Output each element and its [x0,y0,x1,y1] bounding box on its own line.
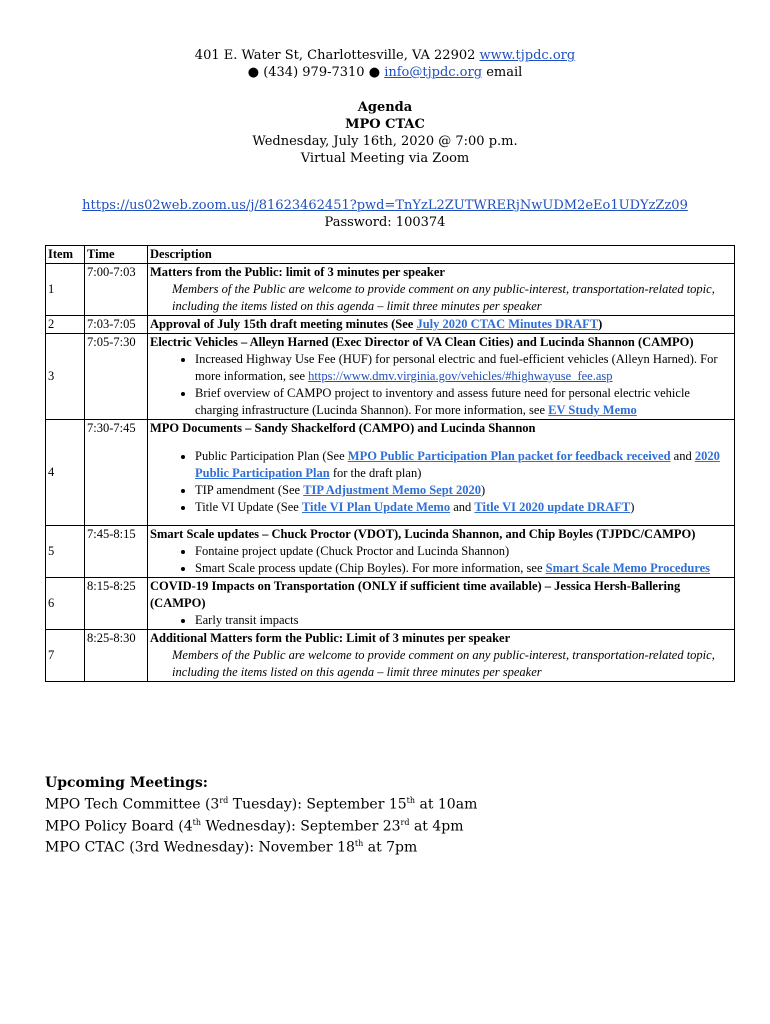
ordinal: th [354,839,364,849]
item-description [148,316,735,334]
meeting-text: at 4pm [409,818,464,835]
meeting-line-policy [45,814,477,836]
meeting-text: MPO Policy Board (4 [45,818,193,835]
agenda-title: Agenda [357,100,413,115]
table-row [46,630,735,682]
item-title: Smart Scale updates – Chuck Proctor (VDOT), Lucinda Shannon, and Chip Boyles (TJPDC/CAMPO) [150,527,696,541]
list-item [195,448,732,482]
address-line [0,47,770,64]
ppp-feedback-link[interactable]: MPO Public Participation Plan packet for feedback received [347,449,671,463]
item-number: 5 [46,526,85,578]
item-number: 4 [46,420,85,526]
item-time: 8:25-8:30 [85,630,148,682]
smart-scale-memo-link[interactable]: Smart Scale Memo Procedures [545,561,711,575]
meeting-text: at 7pm [363,839,418,856]
item-description [148,526,735,578]
tip-memo-link[interactable]: TIP Adjustment Memo Sept 2020 [303,483,481,497]
meeting-text: at 10am [415,796,478,813]
title-vi-draft-link[interactable]: Title VI 2020 update DRAFT [474,500,631,514]
email-link[interactable]: info@tjpdc.org [384,65,483,80]
bullet-text: TIP amendment (See [195,483,304,497]
ordinal: th [192,817,202,827]
item-time: 7:03-7:05 [85,316,148,334]
item-number: 3 [46,334,85,420]
item-title: Approval of July 15th draft meeting minutes (See [150,317,417,331]
item-number: 2 [46,316,85,334]
meeting-venue: Virtual Meeting via Zoom [300,151,470,166]
item-title: COVID-19 Impacts on Transportation (ONLY if sufficient time available) – Jessica Hersh-Ballering (CAMPO) [150,579,681,610]
bullet-text: Smart Scale process update (Chip Boyles). For more information, see [195,561,546,575]
item-title-end: ) [598,317,603,331]
ev-study-memo-link[interactable]: EV Study Memo [548,403,637,417]
letterhead [0,47,770,81]
item-time: 7:05-7:30 [85,334,148,420]
item-time: 7:45-8:15 [85,526,148,578]
phone: ● (434) 979-7310 ● [247,65,381,80]
bullet-text: ) [480,483,486,497]
org-name: MPO CTAC [345,117,425,132]
item-description [148,264,735,316]
header-item: Item [46,246,85,264]
zoom-link[interactable]: https://us02web.zoom.us/j/81623462451?pwd=TnYzL2ZUTWRERjNwUDM2eEo1UDYzZz09 [82,198,688,213]
list-item: • Fontaine project update (Chuck Proctor and Lucinda Shannon) [195,543,732,560]
item-description [148,420,735,526]
list-item [195,499,732,516]
header-time: Time [85,246,148,264]
ordinal: rd [219,796,229,805]
title-vi-memo-link[interactable]: Title VI Plan Update Memo [301,500,451,514]
item-number: 6 [46,578,85,630]
table-row [46,334,735,420]
table-row [46,578,735,630]
list-item [195,482,732,499]
meeting-text: Wednesday): September 23 [201,818,401,835]
item-title: Electric Vehicles – Alleyn Harned (Exec Director of VA Clean Cities) and Lucinda Shannon (CAMPO) [150,335,694,349]
table-row [46,526,735,578]
bullet-text: and [450,500,475,514]
table-row [46,420,735,526]
meeting-line-tech [45,792,477,814]
item-description [148,630,735,682]
upcoming-meetings [45,774,477,857]
bullet-text: Increased Highway Use Fee (HUF) for personal electric and fuel-efficient vehicles (Alleyn Harned). For more information, see [195,352,718,383]
list-item [195,560,732,577]
bullet-text: for the draft plan) [329,466,422,480]
item-text: Members of the Public are welcome to provide comment on any public-interest, transportation-related topic, including the items listed on this agenda – limit three minutes per speaker [172,282,715,313]
address: 401 E. Water St, Charlottesville, VA 22902 [194,48,476,63]
bullet-text: Title VI Update (See [195,500,302,514]
table-header-row [46,246,735,264]
table-row [46,264,735,316]
minutes-draft-link[interactable]: July 2020 CTAC Minutes DRAFT [416,317,599,331]
zoom-password: Password: 100374 [324,215,446,230]
item-time: 8:15-8:25 [85,578,148,630]
item-time: 7:30-7:45 [85,420,148,526]
list-item: • Early transit impacts [195,612,732,629]
item-number: 7 [46,630,85,682]
bullet-text: ) [630,500,635,514]
ppp-2020-link[interactable]: 2020 Public Participation Plan [195,449,720,480]
meeting-text: MPO CTAC (3rd Wednesday): November 18 [45,839,355,856]
item-text: Members of the Public are welcome to provide comment on any public-interest, transportation-related topic, including the items listed on this agenda – limit three minutes per speaker [172,648,715,679]
bullet-text: Brief overview of CAMPO project to inventory and assess future need for personal electric vehicle charging infrastructure (Lucinda Shannon). For more information, see [195,386,690,417]
meeting-text: MPO Tech Committee (3 [45,796,220,813]
bullet-text: and [670,449,695,463]
list-item [195,385,732,419]
item-number: 1 [46,264,85,316]
item-title: Additional Matters form the Public: Limit of 3 minutes per speaker [150,631,511,645]
item-title: Matters from the Public: limit of 3 minutes per speaker [150,265,445,279]
website-link[interactable]: www.tjpdc.org [479,48,576,63]
ordinal: th [406,796,416,805]
item-time: 7:00-7:03 [85,264,148,316]
list-item [195,351,732,385]
agenda-table [45,245,735,682]
table-row [46,316,735,334]
meeting-line-ctac [45,835,477,857]
bullet-text: Public Participation Plan (See [195,449,348,463]
agenda-heading [0,99,770,167]
contact-line [0,64,770,81]
item-description [148,334,735,420]
upcoming-title: Upcoming Meetings: [45,775,208,791]
meeting-date: Wednesday, July 16th, 2020 @ 7:00 p.m. [252,134,518,149]
item-description [148,578,735,630]
ordinal: rd [400,817,410,827]
dmv-link[interactable]: https://www.dmv.virginia.gov/vehicles/#highwayuse_fee.asp [308,369,613,383]
zoom-info [0,197,770,231]
email-label: email [486,65,523,80]
meeting-text: Tuesday): September 15 [228,796,407,813]
item-title: MPO Documents – Sandy Shackelford (CAMPO) and Lucinda Shannon [150,421,536,435]
header-description: Description [148,246,735,264]
